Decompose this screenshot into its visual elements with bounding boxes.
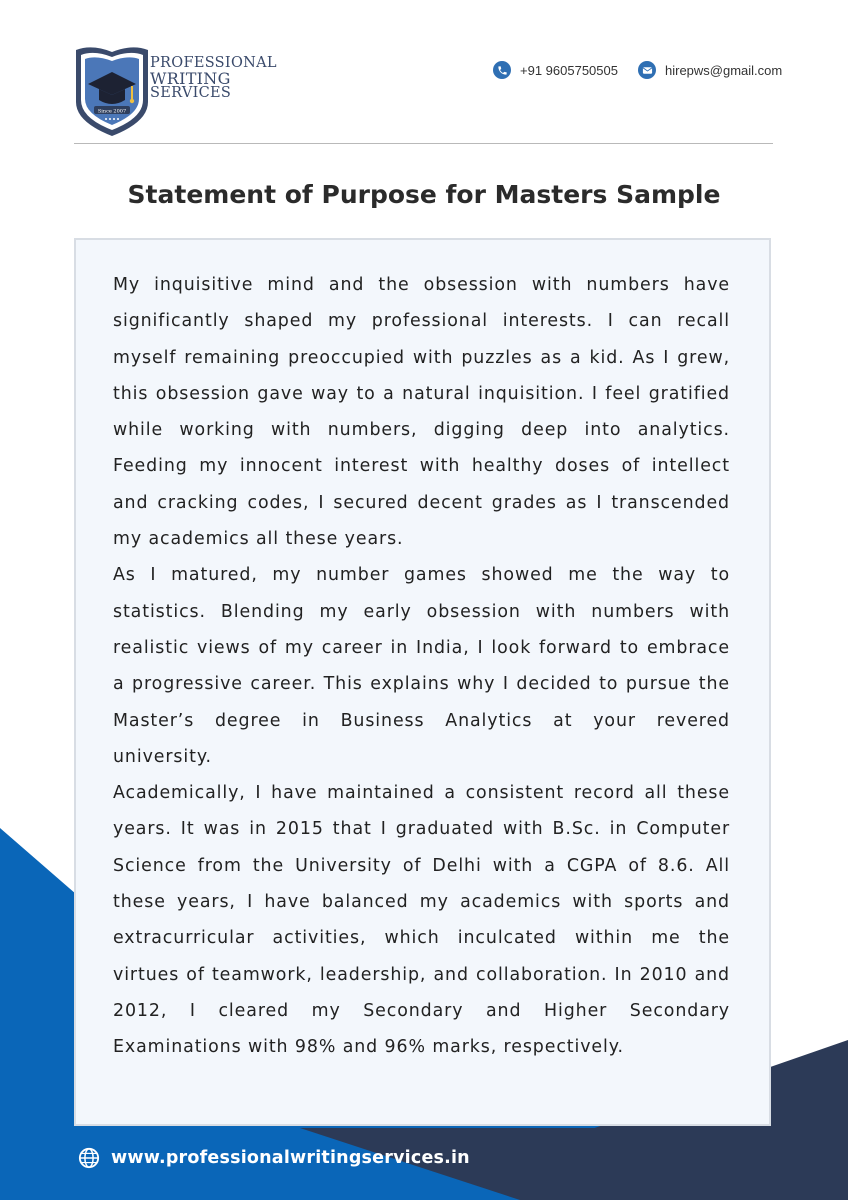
document-body: [113, 267, 730, 1066]
document-title: Statement of Purpose for Masters Sample: [127, 180, 721, 209]
header-divider: [74, 143, 773, 144]
footer: [78, 1143, 470, 1173]
paragraph: As I matured, my number games showed me the way to statistics. Blending my early obsession with numbers with realistic views of my career in India, I look forward to embrace a progressive career. This explains why I decided to pursue the Master’s degree in Business Analytics at your revered university.: [113, 565, 730, 767]
contact-email[interactable]: [638, 60, 782, 80]
svg-text:Since 2007: Since 2007: [97, 108, 127, 115]
phone-number: +91 9605750505: [520, 62, 618, 78]
globe-icon: [78, 1147, 100, 1169]
brand-line-2: WRITING: [150, 69, 231, 88]
brand-logo: [72, 42, 277, 142]
contact-phone[interactable]: [493, 60, 618, 80]
website-link[interactable]: www.professionalwritingservices.in: [111, 1148, 470, 1168]
email-address: hirepws@gmail.com: [665, 62, 783, 78]
brand-name: [150, 56, 277, 101]
phone-icon: [493, 61, 511, 79]
envelope-icon: [638, 61, 656, 79]
brand-line-3: SERVICES: [150, 85, 232, 101]
graduation-cap-shield-icon: [72, 42, 152, 138]
paragraph: My inquisitive mind and the obsession with numbers have significantly shaped my professional interests. I can recall myself remaining preoccupied with puzzles as a kid. As I grew, this obsession gave way to a natural inquisition. I feel gratified while working with numbers, digging deep into analytics. Feeding my innocent interest with healthy doses of intellect and cracking codes, I secured decent grades as I transcended my academics all these years.: [113, 275, 730, 550]
paragraph: Academically, I have maintained a consistent record all these years. It was in 2015 that I graduated with B.Sc. in Computer Science from the University of Delhi with a CGPA of 8.6. All these years, I have balanced my academics with sports and extracurricular activities, which inculcated within me the virtues of teamwork, leadership, and collaboration. In 2010 and 2012, I cleared my Secondary and Higher Secondary Examinations with 98% and 96% marks, respectively.: [113, 783, 730, 1058]
brand-line-1: PROFESSIONAL: [150, 55, 277, 71]
